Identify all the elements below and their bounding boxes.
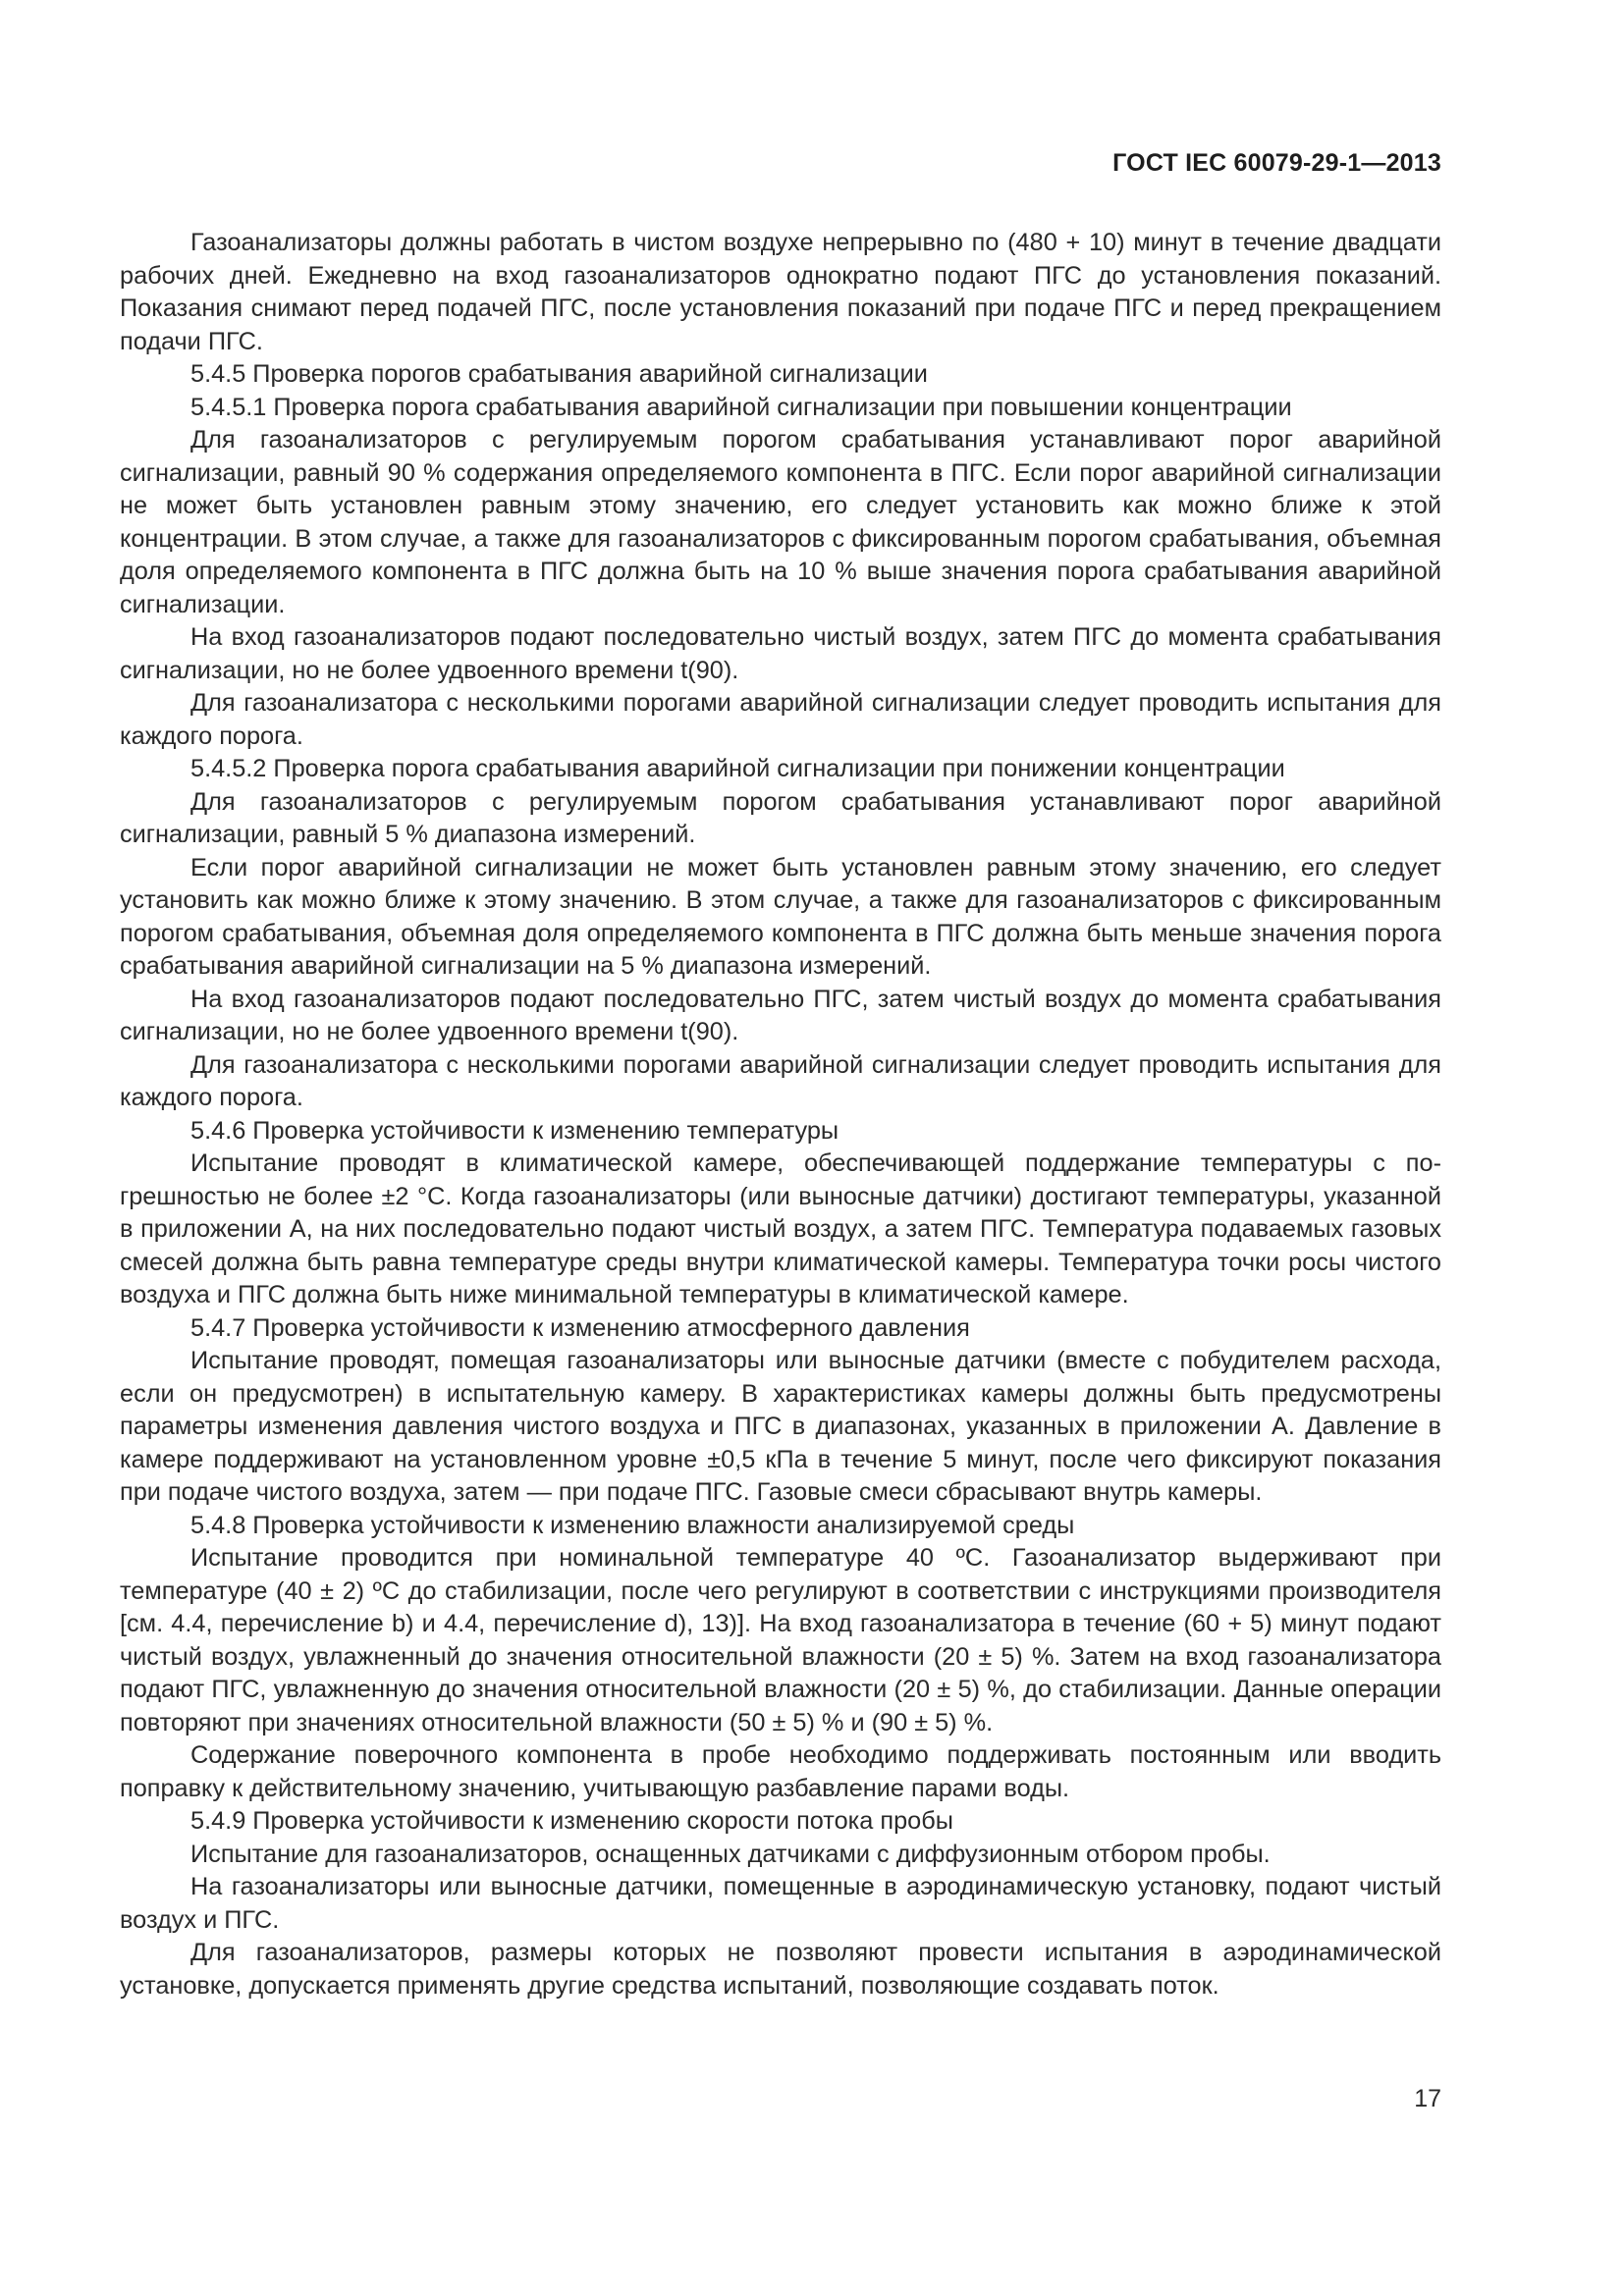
paragraph-alternative-means: Для газоанализаторов, размеры которых не позволяют провести испытания в аэродинамической установке, допускается применять другие средства испытаний, позволяющие создавать поток. — [120, 1939, 1441, 2000]
paragraph-aerodynamic-setup: На газоанализаторы или выносные датчики, помещенные в аэродинамическую установку, подают чистый воздух и ПГС. — [120, 1873, 1441, 1934]
section-heading-5-4-7: 5.4.7 Проверка устойчивости к изменению атмосферного давления — [190, 1313, 970, 1342]
paragraph-gas-then-clean-air: На вход газоанализаторов подают последовательно ПГС, затем чистый воздух до момента срабатывания сигнализации, но не более удвоенного времени t(90). — [120, 985, 1441, 1045]
paragraph-clean-air-then-gas: На вход газоанализаторов подают последовательно чистый воздух, затем ПГС до момента срабатывания сигнализации, но не более удвоенного времени t(90). — [120, 623, 1441, 684]
standard-code-header: ГОСТ IEC 60079-29-1—2013 — [1112, 149, 1441, 177]
section-heading-5-4-9: 5.4.9 Проверка устойчивости к изменению скорости потока пробы — [190, 1807, 953, 1835]
paragraph-threshold-decrease: Для газоанализаторов с регулируемым порогом срабатывания устанавливают порог аварийной сигнализации, равный 5 % диапазона измерений. — [120, 787, 1441, 848]
paragraph-temperature-test: Испытание проводят в климатической камере, обеспечивающей поддержание температуры с погрешностью не более ±2 °С. Когда газоанализаторы (или выносные датчики) достигают температуры, указанной в приложении А, на них последовательно подают чистый воздух, а затем ПГС. Температура подаваемых газовых смесей должна быть равна температуре среды внутри климатической камеры. Температура точки росы чистого воздуха и ПГС должна быть ниже минимальной температуры в климатической камере. — [120, 1149, 1441, 1308]
section-heading-5-4-5-1: 5.4.5.1 Проверка порога срабатывания аварийной сигнализации при повышении концентрации — [190, 393, 1292, 421]
paragraph-threshold-fixed: Если порог аварийной сигнализации не может быть установлен равным этому значению, его следует установить как можно ближе к этому значению. В этом случае, а также для газоанализаторов с фиксированным порогом срабатывания, объемная доля определяемого компонента в ПГС должна быть меньше значения порога срабатывания аварийной сигнализации на 5 % диапазона измерений. — [120, 853, 1441, 980]
paragraph-multi-threshold-2: Для газоанализатора с несколькими порогами аварийной сигнализации следует проводить испытания для каждого порога. — [120, 1050, 1441, 1111]
section-heading-5-4-6: 5.4.6 Проверка устойчивости к изменению температуры — [190, 1116, 839, 1145]
page-number: 17 — [1414, 2085, 1441, 2112]
body-text — [120, 227, 1441, 2002]
paragraph-diffusion-sensors: Испытание для газоанализаторов, оснащенных датчиками с диффузионным отбором пробы. — [190, 1840, 1271, 1868]
section-heading-5-4-8: 5.4.8 Проверка устойчивости к изменению влажности анализируемой среды — [190, 1511, 1075, 1539]
section-heading-5-4-5: 5.4.5 Проверка порогов срабатывания аварийной сигнализации — [190, 360, 928, 388]
paragraph-multi-threshold-1: Для газоанализатора с несколькими порогами аварийной сигнализации следует проводить испытания для каждого порога. — [120, 689, 1441, 750]
paragraph-humidity-test: Испытание проводится при номинальной температуре 40 ºС. Газоанализатор выдерживают при температуре (40 ± 2) ºС до стабилизации, после чего регулируют в соответствии с инструкциями производителя [см. 4.4, перечисление b) и 4.4, перечисление d), 13)]. На вход газоанализатора в течение (60 + 5) минут подают чистый воздух, увлажненный до значения относительной влажности (20 ± 5) %. Затем на вход газоанализатора подают ПГС, увлажненную до значения относительной влажности (20 ± 5) %, до стабилизации. Данные операции повторяют при значениях относительной влажности (50 ± 5) % и (90 ± 5) %. — [120, 1544, 1441, 1736]
paragraph-threshold-increase: Для газоанализаторов с регулируемым порогом срабатывания устанавливают порог аварийной сигнализации, равный 90 % содержания определяемого компонента в ПГС. Если порог аварийной сигнализации не может быть установлен равным этому значению, его следует установить как можно ближе к этой концентрации. В этом случае, а также для газоанализаторов с фиксированным порогом срабатывания, объемная доля определяемого компонента в ПГС должна быть на 10 % выше значения порога срабатывания аварийной сигнализации. — [120, 426, 1441, 618]
paragraph-daily-test: Газоанализаторы должны работать в чистом воздухе непрерывно по (480 + 10) минут в течение двадцати рабочих дней. Ежедневно на вход газоанализаторов однократно подают ПГС до установления показаний. Показания снимают перед подачей ПГС, после установления показаний при подаче ПГС и перед прекращением подачи ПГС. — [120, 229, 1441, 355]
section-heading-5-4-5-2: 5.4.5.2 Проверка порога срабатывания аварийной сигнализации при понижении концентрации — [190, 755, 1285, 782]
paragraph-pressure-test: Испытание проводят, помещая газоанализаторы или выносные датчики (вместе с побудителем расхода, если он предусмотрен) в испытательную камеру. В характеристиках камеры должны быть предусмотрены параметры изменения давления чистого воздуха и ПГС в диапазонах, указанных в приложении А. Давление в камере поддерживают на установленном уровне ±0,5 кПа в течение 5 минут, после чего фиксируют показания при подаче чистого воздуха, затем — при подаче ПГС. Газовые смеси сбрасывают внутрь камеры. — [120, 1347, 1441, 1506]
paragraph-dilution-correction: Содержание поверочного компонента в пробе необходимо поддерживать постоянным или вводить поправку к действительному значению, учитывающую разбавление парами воды. — [120, 1741, 1441, 1802]
